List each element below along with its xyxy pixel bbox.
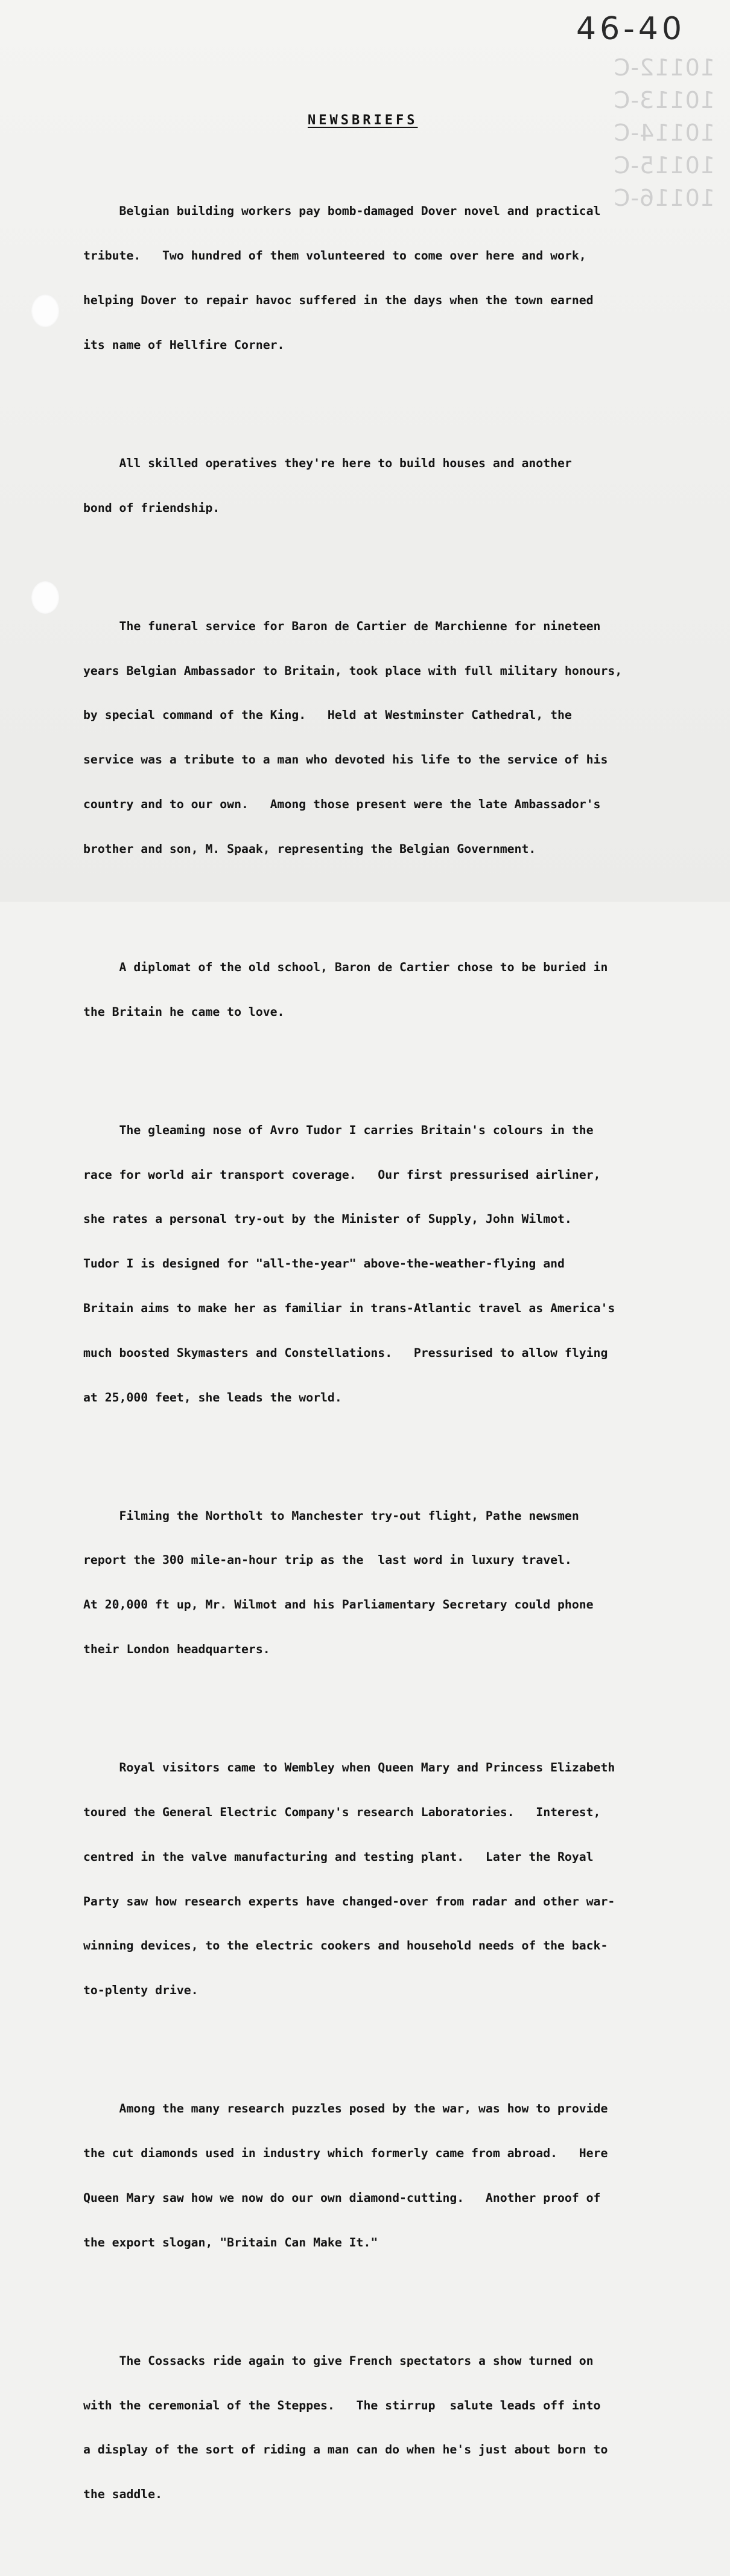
paragraph-royal-visitors [83, 1731, 650, 2028]
text-line: Filming the Northolt to Manchester try-out flight, Pathe newsmen [83, 1508, 579, 1523]
text-line: A diplomat of the old school, Baron de Cartier chose to be buried in [83, 960, 608, 974]
text-line: report the 300 mile-an-hour trip as the last word in luxury travel. [83, 1553, 572, 1567]
text-line: a display of the sort of riding a man can do when he's just about born to [83, 2443, 608, 2457]
text-line: Party saw how research experts have changed-over from radar and other war- [83, 1894, 615, 1908]
text-line: the export slogan, "Britain Can Make It." [83, 2235, 378, 2249]
text-line: tribute. Two hundred of them volunteered to come over here and work, [83, 249, 586, 263]
paragraph-skilled-operatives [83, 427, 650, 546]
text-line: bond of friendship. [83, 500, 220, 515]
text-line: the saddle. [83, 2487, 163, 2502]
text-line: the Britain he came to love. [83, 1004, 285, 1019]
text-line: at 25,000 feet, she leads the world. [83, 1390, 342, 1404]
text-line: All skilled operatives they're here to build houses and another [83, 456, 572, 470]
text-line: Belgian building workers pay bomb-damaged Dover novel and practical [83, 204, 601, 218]
paragraph-avro-tudor [83, 1094, 650, 1435]
paragraph-diplomat [83, 931, 650, 1050]
text-line: The gleaming nose of Avro Tudor I carries Britain's colours in the [83, 1123, 594, 1137]
paragraph-cossacks [83, 2324, 650, 2532]
stamped-number: 10115-C [613, 152, 715, 179]
text-line: Among the many research puzzles posed by the war, was how to provide [83, 2102, 608, 2116]
text-line: its name of Hellfire Corner. [83, 337, 285, 352]
paragraph-belgian-workers [83, 174, 650, 382]
text-line: country and to our own. Among those present were the late Ambassador's [83, 797, 601, 811]
handwritten-number: 46-40 [576, 11, 686, 47]
text-line: The Cossacks ride again to give French spectators a show turned on [83, 2353, 594, 2368]
text-line: Royal visitors came to Wembley when Queen Mary and Princess Elizabeth [83, 1761, 615, 1775]
text-line: brother and son, M. Spaak, representing the Belgian Government. [83, 841, 536, 856]
stamped-number: 10114-C [613, 120, 715, 146]
text-line: she rates a personal try-out by the Minister of Supply, John Wilmot. [83, 1212, 572, 1226]
paragraph-research-puzzles [83, 2072, 650, 2280]
punch-hole-top [31, 295, 59, 327]
text-line: the cut diamonds used in industry which formerly came from abroad. Here [83, 2146, 608, 2160]
text-line: At 20,000 ft up, Mr. Wilmot and his Parliamentary Secretary could phone [83, 1598, 594, 1612]
stamped-number: 10112-C [613, 54, 715, 81]
text-line: winning devices, to the electric cookers and household needs of the back- [83, 1939, 608, 1953]
document-body [83, 145, 650, 2576]
text-line: Britain aims to make her as familiar in trans-Atlantic travel as America's [83, 1301, 615, 1315]
punch-hole-bottom [31, 581, 59, 614]
text-line: race for world air transport coverage. Our first pressurised airliner, [83, 1167, 601, 1182]
text-line: to-plenty drive. [83, 1983, 198, 1998]
text-line: service was a tribute to a man who devoted his life to the service of his [83, 753, 608, 767]
paragraph-northolt-flight [83, 1479, 650, 1686]
page-title: NEWSBRIEFS [308, 113, 418, 128]
text-line: much boosted Skymasters and Constellations. Pressurised to allow flying [83, 1345, 608, 1360]
text-line: The funeral service for Baron de Cartier de Marchienne for nineteen [83, 619, 601, 633]
stamped-number: 10113-C [613, 87, 715, 113]
text-line: Tudor I is designed for "all-the-year" above-the-weather-flying and [83, 1257, 565, 1271]
text-line: by special command of the King. Held at Westminster Cathedral, the [83, 708, 572, 722]
text-line: centred in the valve manufacturing and testing plant. Later the Royal [83, 1849, 594, 1864]
text-line: their London headquarters. [83, 1642, 270, 1656]
paragraph-funeral-service [83, 590, 650, 887]
stamped-number: 10116-C [613, 185, 715, 211]
text-line: toured the General Electric Company's research Laboratories. Interest, [83, 1805, 601, 1819]
text-line: helping Dover to repair havoc suffered in the days when the town earned [83, 293, 594, 307]
text-line: Queen Mary saw how we now do our own diamond-cutting. Another proof of [83, 2190, 601, 2205]
text-line: years Belgian Ambassador to Britain, took place with full military honours, [83, 663, 623, 678]
text-line: with the ceremonial of the Steppes. The stirrup salute leads off into [83, 2398, 601, 2412]
